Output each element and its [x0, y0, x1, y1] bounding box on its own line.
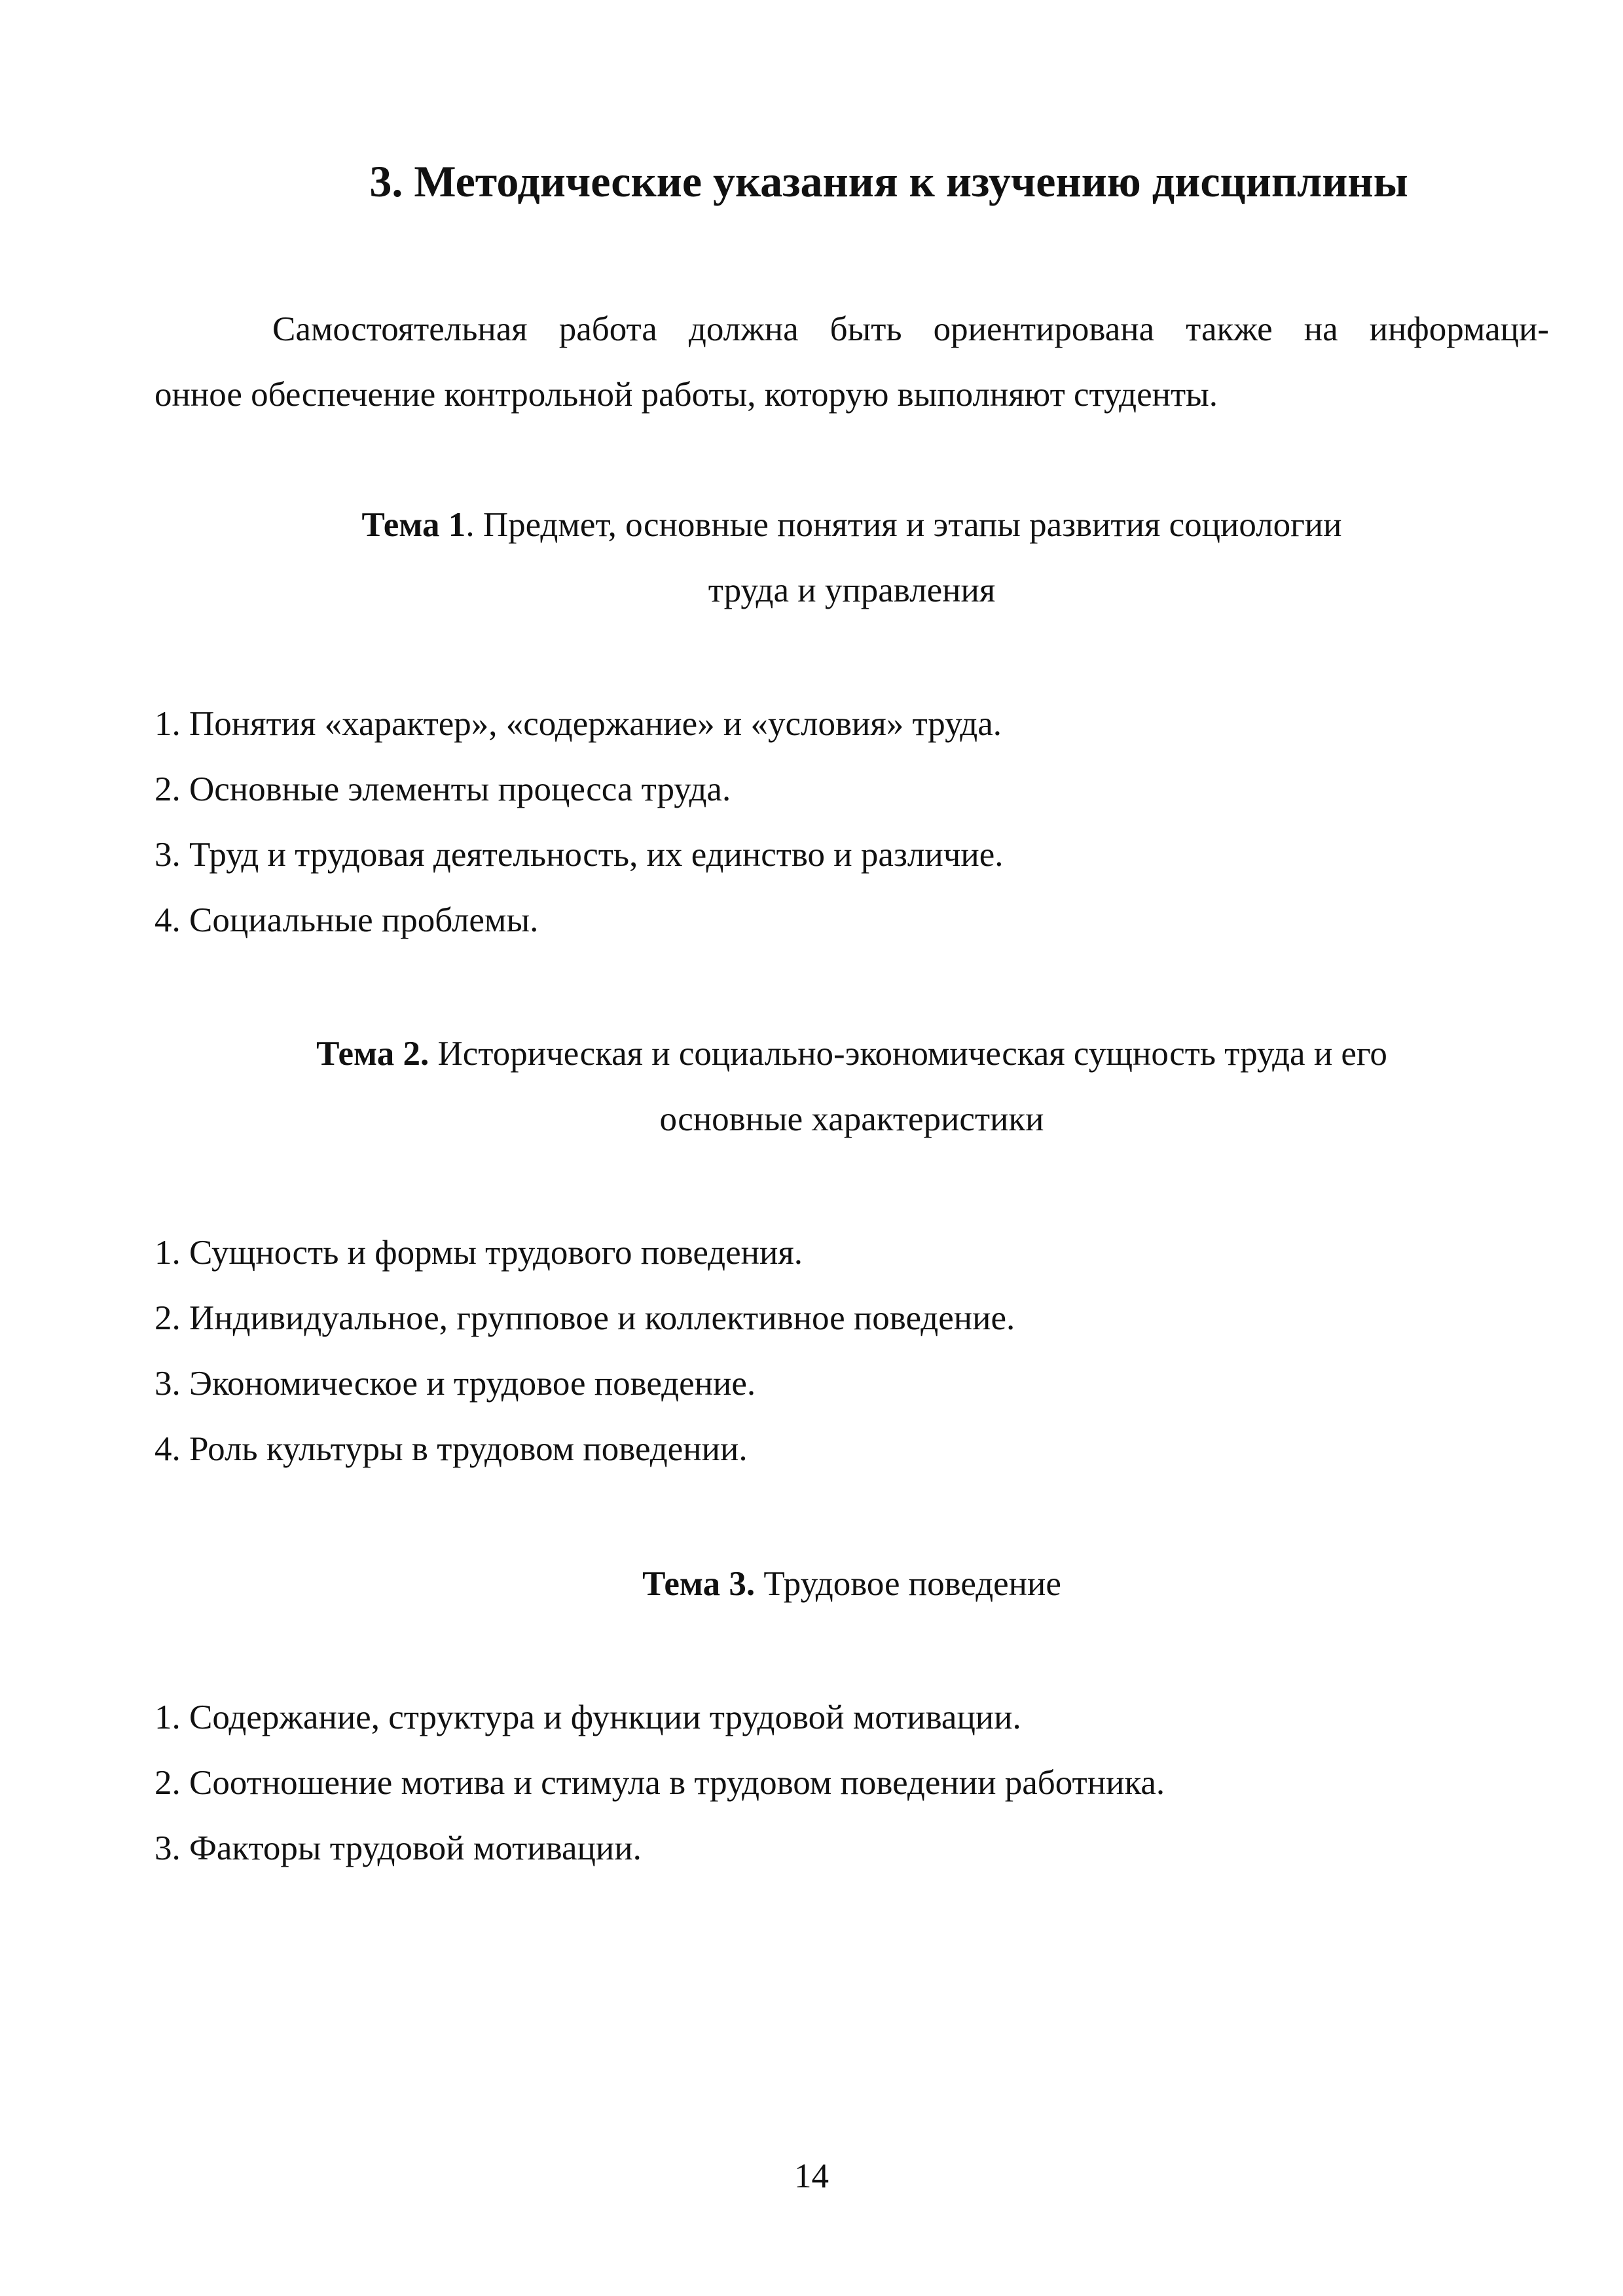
list-item: 2. Основные элементы процесса труда. [155, 770, 731, 808]
list-item: 3. Экономическое и трудовое поведение. [155, 1365, 756, 1403]
topic-3-title-line-1: Трудовое поведение [755, 1565, 1061, 1603]
list-item: 4. Роль культуры в трудовом поведении. [155, 1430, 748, 1468]
topic-2-title-line-2: основные характеристики [659, 1100, 1044, 1138]
topic-3-heading [155, 1551, 1549, 1617]
page-number: 14 [794, 2157, 829, 2195]
list-item: 2. Соотношение мотива и стимула в трудовом поведении работника. [155, 1764, 1165, 1802]
topic-2-list [155, 1220, 1015, 1482]
topic-3-list [155, 1685, 1165, 1881]
topic-1-heading [155, 492, 1549, 623]
list-item: 3. Факторы трудовой мотивации. [155, 1829, 642, 1867]
intro-line-2: онное обеспечение контрольной работы, которую выполняют студенты. [155, 376, 1218, 414]
list-item: 1. Сущность и формы трудового поведения. [155, 1234, 803, 1272]
topic-2-label: Тема 2. [316, 1035, 429, 1073]
list-item: 4. Социальные проблемы. [155, 901, 539, 939]
topic-1-title-line-2: труда и управления [708, 571, 996, 609]
topic-1-list [155, 691, 1003, 953]
section-title: 3. Методические указания к изучению дисциплины [369, 156, 1408, 206]
topic-2-heading [155, 1021, 1549, 1152]
topic-2-title-line-1: Историческая и социально-экономическая сущность труда и его [429, 1035, 1387, 1073]
list-item: 2. Индивидуальное, групповое и коллективное поведение. [155, 1299, 1015, 1337]
list-item: 1. Содержание, структура и функции трудовой мотивации. [155, 1698, 1021, 1736]
intro-line-1: Самостоятельная работа должна быть ориентирована также на информаци- [272, 310, 1549, 348]
list-item: 3. Труд и трудовая деятельность, их единство и различие. [155, 836, 1004, 874]
topic-1-title-line-1: . Предмет, основные понятия и этапы развития социологии [465, 506, 1342, 544]
intro-paragraph [155, 296, 1549, 427]
topic-1-label: Тема 1 [361, 506, 466, 544]
topic-3-label: Тема 3. [642, 1565, 756, 1603]
list-item: 1. Понятия «характер», «содержание» и «условия» труда. [155, 705, 1002, 743]
